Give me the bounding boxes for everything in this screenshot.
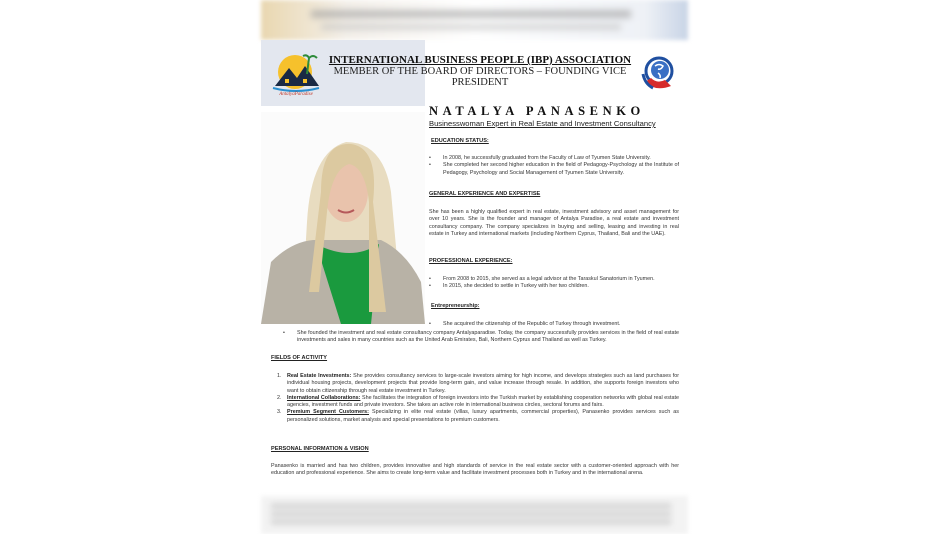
person-name: NATALYA PANASENKO <box>429 104 645 118</box>
field-item <box>283 409 679 424</box>
portrait-photo <box>261 112 425 324</box>
education-item: • She completed her second higher education in the field of Pedagogy-Psychology at the Institute of Pedagogy, Psychology and Social Management of Tyumen State University. <box>429 162 679 177</box>
entrepreneurship-heading: Entrepreneurship: <box>431 303 480 309</box>
field-title: Premium Segment Customers: <box>287 409 369 416</box>
education-item: • In 2008, he successfully graduated from the Faculty of Law of Tyumen State University. <box>429 155 679 162</box>
education-list <box>429 155 679 177</box>
education-heading: EDUCATION STATUS: <box>431 138 489 144</box>
field-text: She provides consultancy services to large-scale investors aiming for high income, and develops strategies such as land purchases for individual housing projects, development projects that provide long-term gain, and value increase through resale. In addition, she supports foreign investors who want to obtain citizenship through real estate investment in Turkey. <box>287 373 679 394</box>
document-page <box>261 0 688 534</box>
entrepreneurship-item-text: • She founded the investment and real estate consultancy company Antalyaparadise. Today, the company successfully provides services in the field of real estate investments and sales in many countries such as the United Arab Emirates, Bali, Northern Cyprus and Thailand as well as Turkey. <box>283 330 679 345</box>
professional-item: • In 2015, she decided to settle in Turkey with her two children. <box>429 283 679 290</box>
blurred-footer-background <box>261 496 688 534</box>
entrepreneurship-item-text: • She acquired the citizenship of the Republic of Turkey through investment. <box>429 321 679 328</box>
entrepreneurship-item <box>283 330 679 345</box>
person-title: Businesswoman Expert in Real Estate and Investment Consultancy <box>429 119 656 128</box>
professional-heading: PROFESSIONAL EXPERIENCE: <box>429 258 513 264</box>
entrepreneurship-item <box>429 321 679 328</box>
association-header <box>321 54 639 88</box>
ibp-globe-logo <box>639 54 677 96</box>
antalya-paradise-logo <box>271 52 321 97</box>
board-role: MEMBER OF THE BOARD OF DIRECTORS – FOUNDING VICE PRESIDENT <box>333 66 627 88</box>
svg-text:AntalyaParadise: AntalyaParadise <box>279 92 313 97</box>
personal-text: Panasenko is married and has two children, provides innovative and high standards of service in the real estate sector with a customer-oriented approach with her education and professional experience. She aims to create long-term value and facilitate investment processes both in Turkey and in the international arena. <box>271 463 679 477</box>
field-title: International Collaborations: <box>287 394 361 401</box>
professional-list <box>429 276 679 291</box>
field-title: Real Estate Investments: <box>287 373 352 379</box>
field-item <box>283 373 679 395</box>
association-name: INTERNATIONAL BUSINESS PEOPLE (IBP) ASSOCIATION <box>328 54 632 66</box>
field-text: Specializing in elite real estate (villas, luxury apartments, commercial properties), Panasenko provides services such as personalized solutions, market analysis and special presentations to premium customers. <box>287 409 679 423</box>
general-text: She has been a highly qualified expert in real estate, investment advisory and asset management for over 10 years. She is the founder and manager of Antalya Paradise, a real estate and investment consultancy company. The company specializes in buying and selling, leasing and investing in real estate in Turkey and international markets (including Northern Cyprus, Thailand, Bali and the UAE). <box>429 209 679 237</box>
fields-list <box>261 373 679 424</box>
fields-heading: FIELDS OF ACTIVITY <box>271 355 328 361</box>
personal-heading: PERSONAL INFORMATION & VISION <box>271 446 369 452</box>
professional-item: • From 2008 to 2015, she served as a legal advisor at the Taraskul Sanatorium in Tyumen. <box>429 276 679 283</box>
blurred-header-background <box>261 0 688 40</box>
field-item <box>283 395 679 410</box>
field-text: She facilitates the integration of foreign investors into the Turkish market by establishing cooperation networks with global real estate agencies, investment funds and private investors. She takes an active role in international business circles, sectoral forums and fairs. <box>287 394 679 409</box>
general-heading: GENERAL EXPERIENCE AND EXPERTISE <box>429 191 541 197</box>
